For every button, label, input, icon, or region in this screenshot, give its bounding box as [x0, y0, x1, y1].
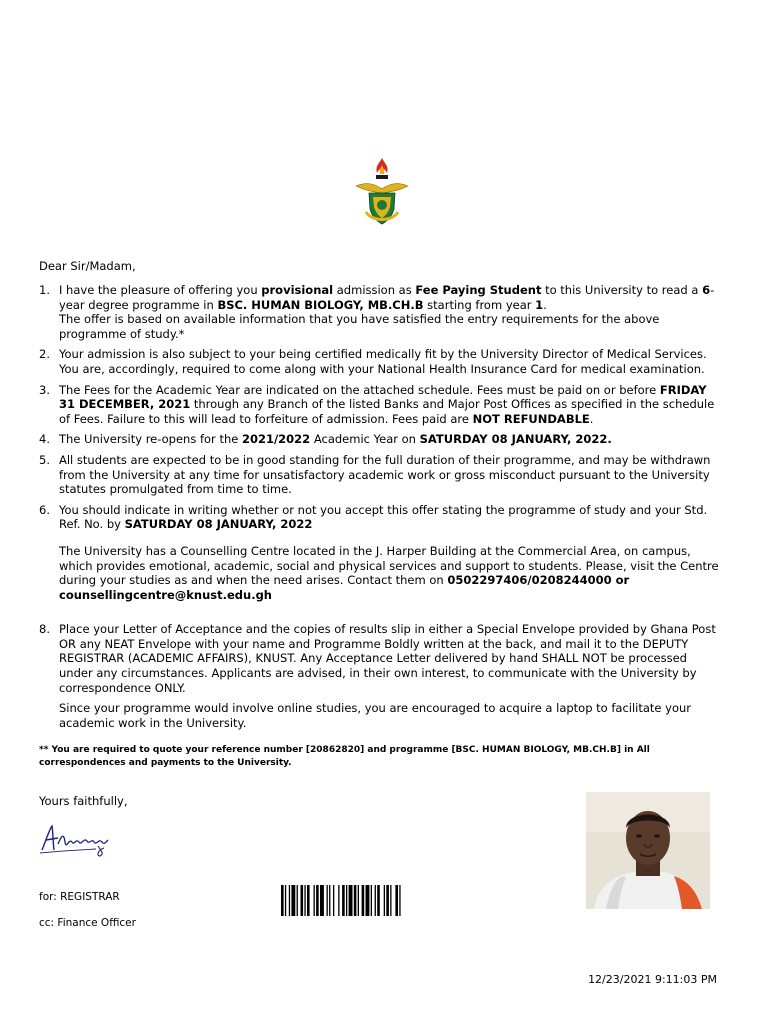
barcode-bar: [346, 885, 347, 916]
handwritten-signature-image: [38, 820, 114, 858]
paragraph-number: 4.: [39, 432, 50, 447]
paragraph-number: 2.: [39, 347, 50, 362]
paragraph-number: 1.: [39, 283, 50, 297]
barcode-bar: [354, 885, 357, 916]
counselling-paragraph: The University has a Counselling Centre located in the J. Harper Building at the Commercial Area, on campus, which provides emotional, academic, social and physical services and support to students. Please, visit the Centre during your studies as and when the need arises. Contact them on 0502297406/0208244000 or counsellingcentre@knust.edu.gh: [59, 543, 719, 602]
paragraph-text: Your admission is also subject to your being certified medically fit by the University Director of Medical Services. You are, accordingly, required to come along with your National Health Insurance Card for medical examination.: [59, 347, 707, 376]
reference-note: ** You are required to quote your reference number [20862820] and programme [BSC. HUMAN BIOLOGY, MB.CH.B] in All correspondences and payments to the University.: [39, 745, 650, 768]
barcode-bar: [297, 885, 298, 916]
paragraph-1: [39, 283, 719, 341]
barcode-bar: [362, 885, 365, 916]
barcode-bar: [289, 885, 290, 916]
university-crest-logo: [354, 156, 410, 228]
paragraph-text: The Fees for the Academic Year are indicated on the attached schedule. Fees must be paid on or before FRIDAY 31 DECEMBER, 2021 through any Branch of the listed Banks and Major Post Offices as specified in the schedule of Fees. Failure to this will lead to forfeiture of admission. Fees paid are NOT REFUNDABLE.: [59, 382, 715, 426]
barcode-bar: [281, 885, 284, 916]
barcode-bar: [384, 885, 385, 916]
paragraph-number: 3.: [39, 382, 50, 397]
paragraph-text: Place your Letter of Acceptance and the copies of results slip in either a Special Envelope provided by Ghana Post OR any NEAT Envelope with your name and Programme Boldly written at the back, and mail it to the DEPUTY REGISTRAR (ACADEMIC AFFAIRS), KNUST. Any Acceptance Letter delivered by hand SHALL NOT be processed under any circumstances. Applicants are advised, in their own interest, to communicate with the University by correspondence ONLY.: [59, 622, 716, 695]
closing: Yours faithfully,: [39, 794, 128, 808]
paragraph-text: The University re-opens for the 2021/2022 Academic Year on SATURDAY 08 JANUARY, 2022.: [59, 432, 612, 447]
letter-body: [39, 283, 719, 736]
barcode-bar: [349, 885, 353, 916]
barcode-bar: [314, 885, 315, 916]
paragraph-text: All students are expected to be in good standing for the full duration of their programme, and may be withdrawn from the University at any time for unsatisfactory academic work or gross misconduct pursuant to the University statutes promulgated from time to time.: [59, 452, 711, 497]
salutation: Dear Sir/Madam,: [39, 259, 136, 273]
barcode-bar: [320, 885, 324, 916]
paragraph-5: [39, 453, 719, 497]
barcode-bar: [358, 885, 359, 916]
print-timestamp: 12/23/2021 9:11:03 PM: [588, 973, 717, 986]
barcode-bar: [342, 885, 345, 916]
paragraph-text-continued: The offer is based on available information that you have satisfied the entry requirements for the above programme of study.*: [59, 312, 660, 341]
barcode-bar: [285, 885, 286, 916]
barcode-bar: [395, 885, 398, 916]
laptop-paragraph: Since your programme would involve online studies, you are encouraged to acquire a laptop to facilitate your academic work in the University.: [59, 701, 692, 730]
signatory-line: for: REGISTRAR: [39, 891, 120, 903]
barcode-bar: [386, 885, 389, 916]
barcode-bar: [327, 885, 328, 916]
barcode-bar: [291, 885, 295, 916]
barcode-bar: [301, 885, 304, 916]
paragraph-number: 8.: [39, 622, 50, 637]
barcode-bar: [390, 885, 391, 916]
paragraph-4: [39, 432, 719, 447]
cc-line: cc: Finance Officer: [39, 917, 136, 929]
barcode-bar: [316, 885, 319, 916]
barcode-bar: [338, 885, 339, 916]
barcode-bar: [307, 885, 310, 916]
paragraph-number: 5.: [39, 452, 50, 467]
paragraph-text: You should indicate in writing whether or not you accept this offer stating the programme of study and your Std. Ref. No. by SATURDAY 08 JANUARY, 2022: [59, 502, 708, 532]
paragraph-3: [39, 383, 719, 427]
student-passport-photo: [586, 792, 710, 909]
barcode-bar: [366, 885, 370, 916]
barcode-image: [281, 885, 482, 916]
barcode-bar: [329, 885, 330, 916]
barcode-bar: [304, 885, 305, 916]
barcode-bar: [399, 885, 400, 916]
barcode-bar: [377, 885, 380, 916]
paragraph-6: [39, 503, 719, 532]
barcode-bar: [371, 885, 372, 916]
barcode-bar: [333, 885, 334, 916]
paragraph-number: 6.: [39, 502, 50, 517]
barcode-bar: [375, 885, 376, 916]
paragraph-2: [39, 347, 719, 376]
paragraph-text: I have the pleasure of offering you provisional admission as Fee Paying Student to this University to read a 6-year degree programme in BSC. HUMAN BIOLOGY, MB.CH.B starting from year 1.: [59, 283, 715, 312]
paragraph-8: [39, 622, 719, 695]
